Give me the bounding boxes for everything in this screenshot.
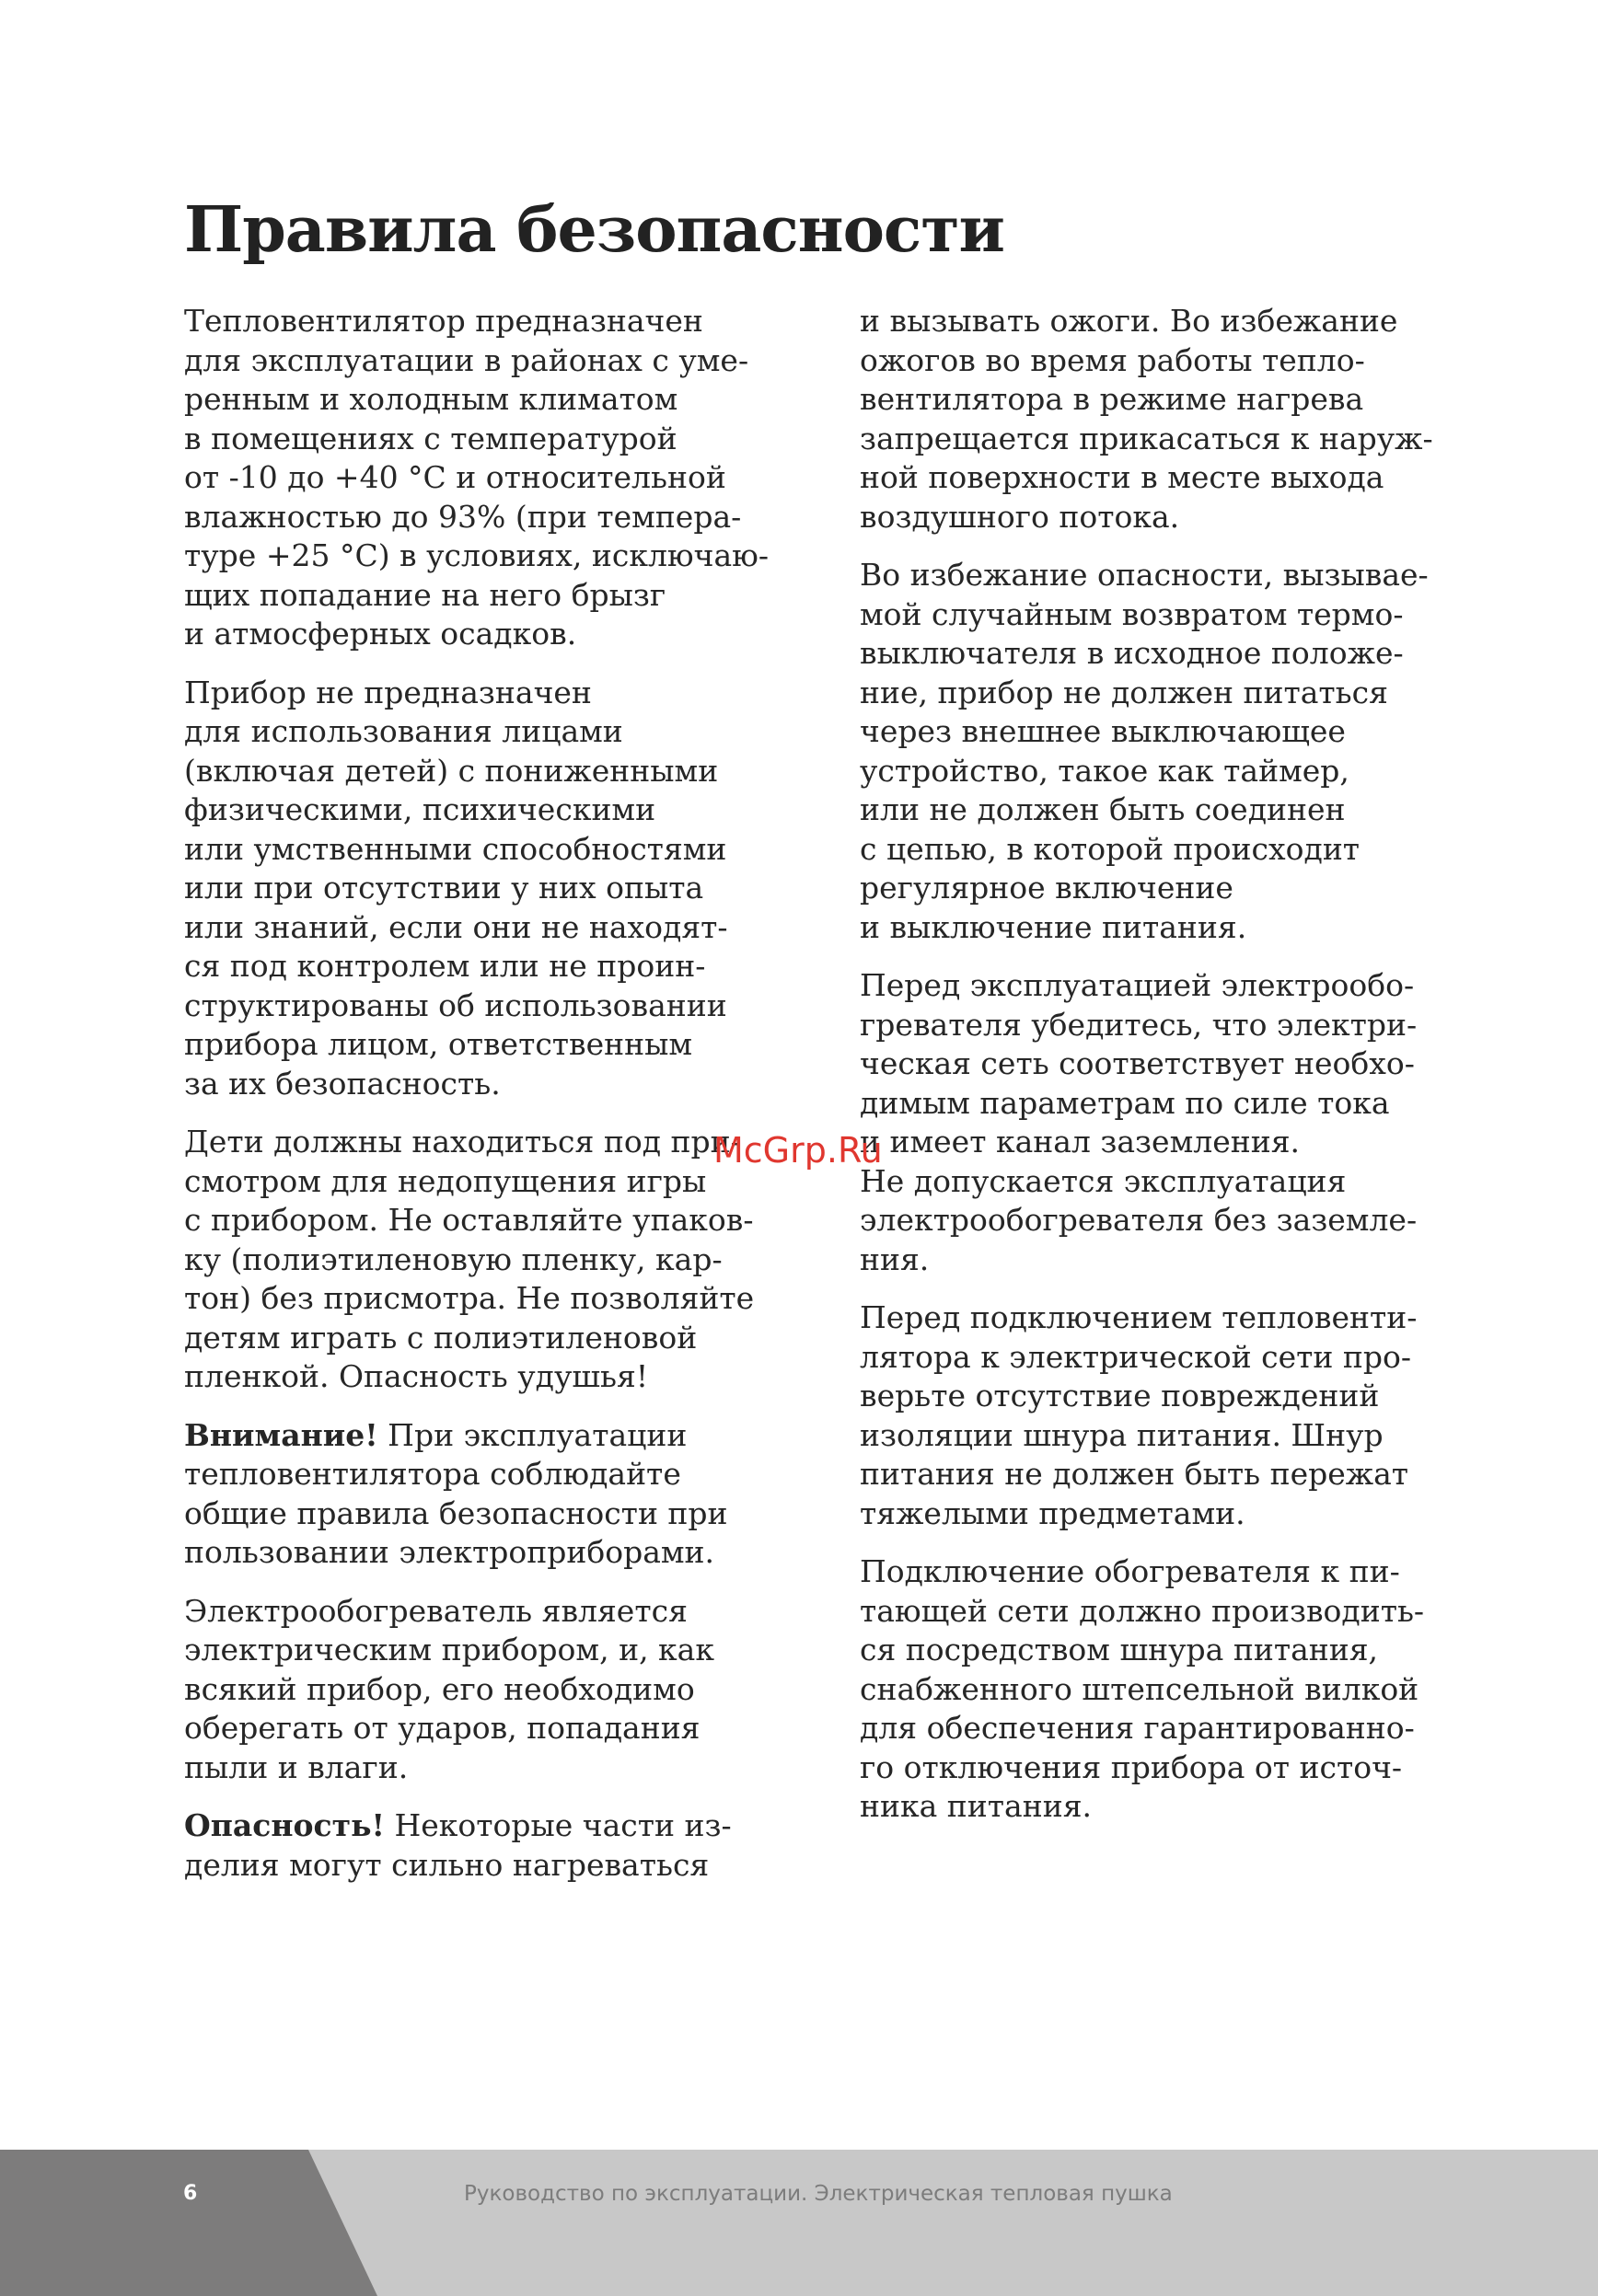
text-line <box>184 1416 810 1456</box>
footer <box>0 2150 1598 2296</box>
text-line: для эксплуатации в районах с уме- <box>184 341 749 378</box>
paragraph <box>860 1298 1486 1533</box>
text-line: пользовании электроприборами. <box>184 1534 715 1570</box>
text-line: или не должен быть соединен <box>860 791 1346 827</box>
text-line: воздушного потока. <box>860 498 1180 535</box>
danger-label: Опасность! <box>184 1807 385 1843</box>
text-line: физическими, психическими <box>184 791 656 827</box>
text-line: гревателя убедитесь, что электри- <box>860 1006 1418 1043</box>
page-number: 6 <box>183 2182 198 2205</box>
text-line: ния. <box>860 1240 930 1277</box>
text-line: ние, прибор не должен питаться <box>860 674 1388 710</box>
text-line: снабженного штепсельной вилкой <box>860 1670 1419 1707</box>
text-line: пыли и влаги. <box>184 1748 409 1785</box>
text-line: влажностью до 93% (при темпера- <box>184 498 742 535</box>
warning-paragraph <box>184 1416 810 1573</box>
text-line: ной поверхности в месте выхода <box>860 459 1384 495</box>
text-line: через внешнее выключающее <box>860 713 1346 749</box>
text-line: для обеспечения гарантированно- <box>860 1710 1415 1746</box>
text-line: Во избежание опасности, вызывае- <box>860 557 1429 593</box>
text-line: тяжелыми предметами. <box>860 1494 1245 1531</box>
paragraph <box>184 1592 810 1788</box>
text-line: общие правила безопасности при <box>184 1494 728 1531</box>
left-column <box>184 302 810 1904</box>
text-line: лятора к электрической сети про- <box>860 1338 1411 1375</box>
text-fragment: Некоторые части из- <box>384 1807 732 1843</box>
text-line: димым параметрам по силе тока <box>860 1084 1390 1121</box>
footer-document-title: Руководство по эксплуатации. Электрическая тепловая пушка <box>464 2182 1173 2206</box>
text-line: или при отсутствии у них опыта <box>184 870 704 906</box>
text-line: для использования лицами <box>184 713 623 749</box>
text-line: верьте отсутствие повреждений <box>860 1378 1380 1413</box>
text-line: Не допускается эксплуатация <box>860 1162 1347 1199</box>
text-line: устройство, такое как таймер, <box>860 752 1349 789</box>
text-line: электрическим прибором, и, как <box>184 1632 714 1667</box>
text-line: Перед подключением тепловенти- <box>860 1299 1418 1335</box>
text-line: за их безопасность. <box>184 1065 501 1102</box>
text-line: Прибор не предназначен <box>184 674 592 710</box>
text-line: туре +25 °С) в условиях, исключаю- <box>184 537 770 573</box>
text-line: ренным и холодным климатом <box>184 381 678 417</box>
text-line <box>184 1806 810 1846</box>
text-line: смотром для недопущения игры <box>184 1162 707 1199</box>
text-line: запрещается прикасаться к наруж- <box>860 420 1433 456</box>
text-line: ся посредством шнура питания, <box>860 1632 1379 1667</box>
text-line: регулярное включение <box>860 870 1233 906</box>
paragraph <box>184 674 810 1104</box>
text-line: ся под контролем или не проин- <box>184 948 706 984</box>
text-line: пленкой. Опасность удушья! <box>184 1358 649 1394</box>
footer-slant-block <box>0 2150 377 2296</box>
text-line: ку (полиэтиленовую пленку, кар- <box>184 1240 723 1277</box>
text-line: и имеет канал заземления. <box>860 1124 1301 1160</box>
text-line: оберегать от ударов, попадания <box>184 1710 701 1746</box>
text-line: щих попадание на него брызг <box>184 576 666 613</box>
text-line: электрообогревателя без заземле- <box>860 1202 1418 1238</box>
text-line: структированы об использовании <box>184 986 727 1023</box>
text-line: (включая детей) с пониженными <box>184 752 719 789</box>
text-line: в помещениях с температурой <box>184 420 677 456</box>
text-line: всякий прибор, его необходимо <box>184 1670 695 1707</box>
warning-label: Внимание! <box>184 1416 378 1453</box>
text-line: ника питания. <box>860 1788 1092 1824</box>
text-fragment: При эксплуатации <box>377 1416 688 1453</box>
paragraph <box>184 302 810 654</box>
text-line: Электрообогреватель является <box>184 1592 688 1629</box>
paragraph <box>860 302 1486 537</box>
text-line: мой случайным возвратом термо- <box>860 595 1404 632</box>
text-line: питания не должен быть пережат <box>860 1456 1409 1492</box>
text-line: или знаний, если они не находят- <box>184 908 728 945</box>
text-line: с цепью, в которой происходит <box>860 830 1361 867</box>
text-line: тон) без присмотра. Не позволяйте <box>184 1280 755 1316</box>
text-line: го отключения прибора от источ- <box>860 1748 1403 1785</box>
text-line: изоляции шнура питания. Шнур <box>860 1416 1384 1453</box>
text-line: вентилятора в режиме нагрева <box>860 381 1364 417</box>
text-line: тепловентилятора соблюдайте <box>184 1456 681 1492</box>
text-line: Тепловентилятор предназначен <box>184 303 703 339</box>
text-line: прибора лицом, ответственным <box>184 1026 693 1062</box>
danger-paragraph <box>184 1806 810 1885</box>
text-line: и выключение питания. <box>860 908 1247 945</box>
paragraph <box>860 1552 1486 1827</box>
text-line: ожогов во время работы тепло- <box>860 341 1365 378</box>
text-line: с прибором. Не оставляйте упаков- <box>184 1202 754 1238</box>
text-line: или умственными способностями <box>184 830 727 867</box>
page-title: Правила безопасности <box>184 193 1004 267</box>
text-line: и атмосферных осадков. <box>184 616 577 652</box>
text-line: ческая сеть соответствует необхо- <box>860 1045 1415 1081</box>
watermark: McGrp.Ru <box>713 1130 883 1171</box>
text-line: делия могут сильно нагреваться <box>184 1846 710 1883</box>
paragraph <box>860 966 1486 1279</box>
text-line: тающей сети должно производить- <box>860 1592 1425 1629</box>
text-line: от -10 до +40 °С и относительной <box>184 459 726 495</box>
text-line: выключателя в исходное положе- <box>860 635 1404 671</box>
text-line: Подключение обогревателя к пи- <box>860 1553 1400 1589</box>
right-column <box>860 302 1486 1846</box>
text-line: Перед эксплуатацией электрообо- <box>860 967 1415 1003</box>
text-line: детям играть с полиэтиленовой <box>184 1319 698 1356</box>
text-line: Дети должны находиться под при- <box>184 1124 741 1160</box>
text-line: и вызывать ожоги. Во избежание <box>860 303 1398 339</box>
paragraph <box>860 556 1486 947</box>
